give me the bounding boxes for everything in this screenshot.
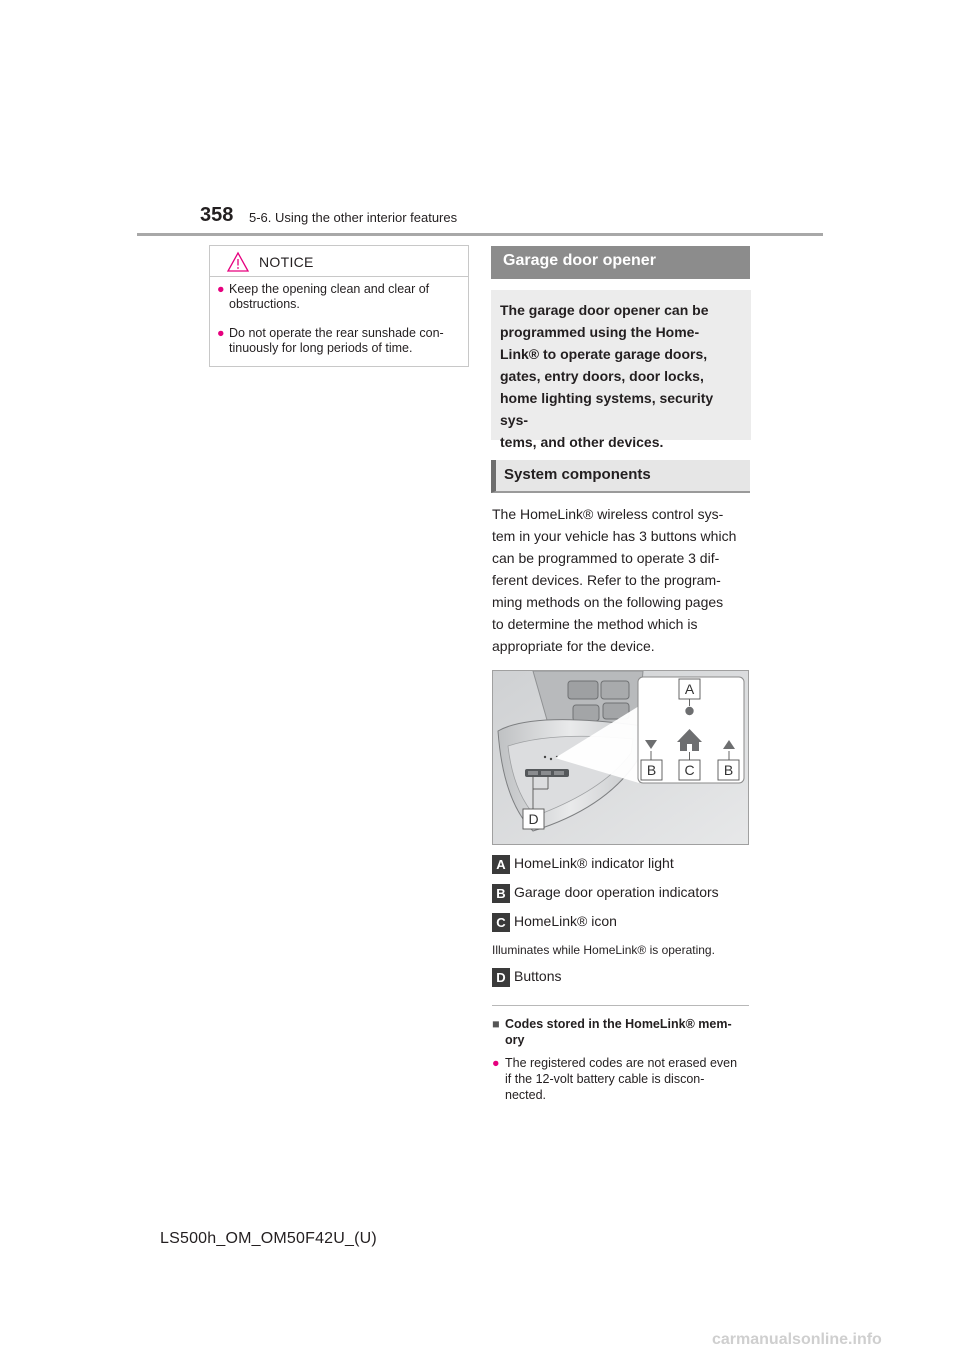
intro-line: The garage door opener can be [500, 302, 709, 318]
codes-body-line: The registered codes are not erased even [505, 1056, 738, 1070]
body-line: ferent devices. Refer to the program- [492, 572, 721, 588]
callout-b-right: B [723, 762, 734, 778]
watermark: carmanualsonline.info [712, 1331, 882, 1348]
codes-body-text [492, 1055, 749, 1103]
codes-heading-line: Codes stored in the HomeLink® mem- [505, 1017, 732, 1031]
header-rule [137, 233, 823, 236]
intro-line: home lighting systems, security sys- [500, 390, 714, 428]
body-line: The HomeLink® wireless control sys- [492, 506, 724, 522]
legend-note: Illuminates while HomeLink® is operating. [492, 943, 715, 957]
notice-item-text: Keep the opening clean and clear of obstructions. [229, 282, 430, 311]
notice-item [217, 326, 462, 356]
section-title: 5-6. Using the other interior features [249, 210, 458, 225]
notice-item [217, 282, 462, 312]
bullet-icon: ● [492, 1056, 500, 1070]
homelink-illustration [493, 671, 749, 845]
codes-body-line: if the 12-volt battery cable is discon- [505, 1072, 705, 1086]
components-heading: System components [491, 460, 750, 493]
homelink-figure [492, 670, 749, 845]
notice-box [209, 245, 469, 367]
intro-line: programmed using the Home- [500, 324, 700, 340]
legend-letter: C [492, 913, 510, 932]
legend-letter: D [492, 968, 510, 987]
body-line: ming methods on the following pages [492, 594, 724, 610]
bullet-icon: ● [217, 282, 225, 296]
codes-body [492, 1055, 749, 1103]
codes-body-line: nected. [505, 1088, 547, 1102]
body-line: tem in your vehicle has 3 buttons which [492, 528, 737, 544]
intro-box [491, 290, 751, 450]
notice-header [210, 246, 468, 277]
legend-letter: B [492, 884, 510, 903]
callout-a: A [684, 681, 695, 697]
codes-heading-line: ory [505, 1033, 525, 1047]
section-rule [492, 1005, 749, 1006]
callout-b-left: B [646, 762, 657, 778]
square-bullet-icon: ■ [492, 1017, 500, 1031]
bullet-icon: ● [217, 326, 225, 340]
legend-text: HomeLink® indicator light [514, 855, 674, 871]
warning-icon [226, 251, 250, 273]
intro-line: gates, entry doors, door locks, [500, 368, 704, 384]
page-number: 358 [200, 204, 234, 226]
callout-d: D [528, 811, 539, 827]
legend-letter: A [492, 855, 510, 874]
body-line: appropriate for the device. [492, 638, 655, 654]
notice-item-text: Do not operate the rear sunshade con- tinuously for long periods of time. [229, 326, 444, 355]
indicator-light-icon [685, 707, 693, 715]
intro-line: Link® to operate garage doors, [500, 346, 708, 362]
intro-line: tems, and other devices. [500, 434, 664, 450]
garage-heading: Garage door opener [491, 246, 750, 279]
callout-c: C [684, 762, 695, 778]
body-line: to determine the method which is [492, 616, 698, 632]
body-text [492, 503, 748, 657]
codes-heading-text [492, 1016, 749, 1048]
codes-heading [492, 1016, 749, 1048]
legend-text: HomeLink® icon [514, 913, 617, 929]
body-line: can be programmed to operate 3 dif- [492, 550, 720, 566]
footer-code: LS500h_OM_OM50F42U_(U) [160, 1230, 377, 1247]
notice-title: NOTICE [259, 254, 314, 270]
legend-text: Buttons [514, 968, 562, 984]
legend-text: Garage door operation indicators [514, 884, 719, 900]
